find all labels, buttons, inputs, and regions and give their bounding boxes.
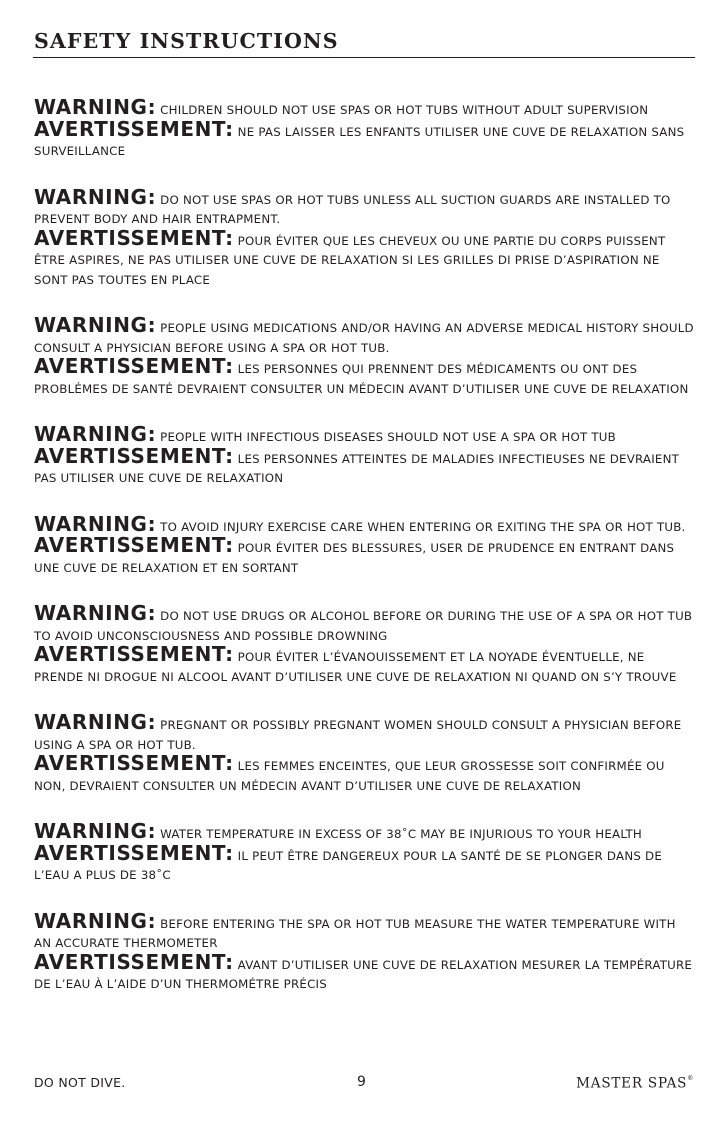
avertissement-label: AVERTISSEMENT: <box>34 751 234 775</box>
avertissement-text: POUR ÉVITER DES BLESSURES, USER DE PRUDENCE EN ENTRANT DANS UNE CUVE DE RELAXATION ET EN SORTANT <box>34 541 675 575</box>
warning-fr <box>34 535 694 578</box>
warning-text: WATER TEMPERATURE IN EXCESS OF 38˚C MAY BE INJURIOUS TO YOUR HEALTH <box>160 827 642 841</box>
avertissement-text: NE PAS LAISSER LES ENFANTS UTILISER UNE CUVE DE RELAXATION SANS SURVEILLANCE <box>34 124 685 158</box>
warning-en <box>34 315 694 358</box>
warning-text: DO NOT USE DRUGS OR ALCOHOL BEFORE OR DURING THE USE OF A SPA OR HOT TUB TO AVOID UNCONSCIOUSNESS AND POSSIBLE DROWNING <box>34 609 693 643</box>
safety-warnings-list <box>34 97 694 1020</box>
avertissement-text: LES FEMMES ENCEINTES, QUE LEUR GROSSESSE SOIT CONFIRMÉE OU NON, DEVRAIENT CONSULTER UN MÉDECIN AVANT D’UTILISER UNE CUVE DE RELAXATION <box>34 759 665 793</box>
avertissement-text: LES PERSONNES QUI PRENNENT DES MÉDICAMENTS OU ONT DES PROBLÉMES DE SANTÉ DEVRAIENT CONSULTER UN MÉDECIN AVANT D’UTILISER UNE CUVE DE RELAXATION <box>34 362 689 396</box>
warning-label: WARNING: <box>34 601 157 625</box>
warning-en <box>34 603 694 646</box>
warning-entry <box>34 821 694 886</box>
warning-en <box>34 908 694 954</box>
avertissement-label: AVERTISSEMENT: <box>34 533 234 557</box>
warning-en <box>34 184 694 230</box>
avertissement-label: AVERTISSEMENT: <box>34 840 234 865</box>
warning-entry <box>34 184 694 291</box>
page-title: SAFETY INSTRUCTIONS <box>34 29 339 53</box>
warning-entry <box>34 511 694 579</box>
warning-label: WARNING: <box>34 908 157 933</box>
warning-fr <box>34 753 694 796</box>
warning-label: WARNING: <box>34 511 157 536</box>
avertissement-label: AVERTISSEMENT: <box>34 443 234 468</box>
brand-logo <box>576 1073 694 1092</box>
warning-label: WARNING: <box>34 819 157 843</box>
warning-text: PEOPLE WITH INFECTIOUS DISEASES SHOULD NOT USE A SPA OR HOT TUB <box>160 430 616 444</box>
warning-text: PEOPLE USING MEDICATIONS AND/OR HAVING AN ADVERSE MEDICAL HISTORY SHOULD CONSULT A PHYSICIAN BEFORE USING A SPA OR HOT TUB. <box>34 321 694 355</box>
warning-fr <box>34 949 694 995</box>
brand-name: MASTER SPAS <box>576 1075 688 1092</box>
warning-text: BEFORE ENTERING THE SPA OR HOT TUB MEASURE THE WATER TEMPERATURE WITH AN ACCURATE THERMOMETER <box>34 916 676 950</box>
warning-en <box>34 712 694 755</box>
warning-label: WARNING: <box>34 422 157 446</box>
avertissement-label: AVERTISSEMENT: <box>34 116 234 141</box>
warning-label: WARNING: <box>34 95 157 119</box>
avertissement-text: IL PEUT ÊTRE DANGEREUX POUR LA SANTÉ DE SE PLONGER DANS DE L’EAU A PLUS DE 38˚C <box>34 848 663 882</box>
warning-fr <box>34 225 694 291</box>
warning-label: WARNING: <box>34 313 157 337</box>
registered-mark: ® <box>687 1075 694 1082</box>
warning-label: WARNING: <box>34 184 157 209</box>
warning-fr <box>34 356 694 399</box>
warning-fr <box>34 116 694 162</box>
warning-entry <box>34 97 694 162</box>
avertissement-text: POUR ÉVITER QUE LES CHEVEUX OU UNE PARTIE DU CORPS PUISSENT ÊTRE ASPIRES, NE PAS UTILISER UNE CUVE DE RELAXATION SI LES GRILLES DI PRISE D’ASPIRATION NE SONT PAS TOUTES EN PLACE <box>34 233 666 287</box>
avertissement-label: AVERTISSEMENT: <box>34 225 234 250</box>
warning-entry <box>34 424 694 489</box>
warning-entry <box>34 315 694 399</box>
warning-fr <box>34 840 694 886</box>
avertissement-text: AVANT D’UTILISER UNE CUVE DE RELAXATION MESURER LA TEMPÉRATURE DE L’EAU À L’AIDE D’UN THERMOMÉTRE PRÉCIS <box>34 957 693 991</box>
title-divider <box>33 57 695 58</box>
avertissement-label: AVERTISSEMENT: <box>34 642 234 666</box>
avertissement-text: POUR ÉVITER L’ÉVANOUISSEMENT ET LA NOYADE ÉVENTUELLE, NE PRENDE NI DROGUE NI ALCOOL AVANT D’UTILISER UNE CUVE DE RELAXATION NI QUAND ON S’Y TROUVE <box>34 650 677 684</box>
warning-entry <box>34 712 694 796</box>
warning-text: TO AVOID INJURY EXERCISE CARE WHEN ENTERING OR EXITING THE SPA OR HOT TUB. <box>160 519 686 534</box>
page-number: 9 <box>357 1074 366 1090</box>
avertissement-text: LES PERSONNES ATTEINTES DE MALADIES INFECTIEUSES NE DEVRAIENT PAS UTILISER UNE CUVE DE RELAXATION <box>34 451 680 485</box>
warning-label: WARNING: <box>34 710 157 734</box>
warning-entry <box>34 908 694 995</box>
avertissement-label: AVERTISSEMENT: <box>34 949 234 974</box>
warning-fr <box>34 644 694 687</box>
footer-notice: DO NOT DIVE. <box>34 1075 126 1090</box>
warning-text: CHILDREN SHOULD NOT USE SPAS OR HOT TUBS WITHOUT ADULT SUPERVISION <box>160 103 649 117</box>
warning-text: PREGNANT OR POSSIBLY PREGNANT WOMEN SHOULD CONSULT A PHYSICIAN BEFORE USING A SPA OR HOT TUB. <box>34 718 682 752</box>
warning-fr <box>34 443 694 489</box>
warning-text: DO NOT USE SPAS OR HOT TUBS UNLESS ALL SUCTION GUARDS ARE INSTALLED TO PREVENT BODY AND HAIR ENTRAPMENT. <box>34 192 671 226</box>
warning-entry <box>34 603 694 687</box>
avertissement-label: AVERTISSEMENT: <box>34 354 234 378</box>
